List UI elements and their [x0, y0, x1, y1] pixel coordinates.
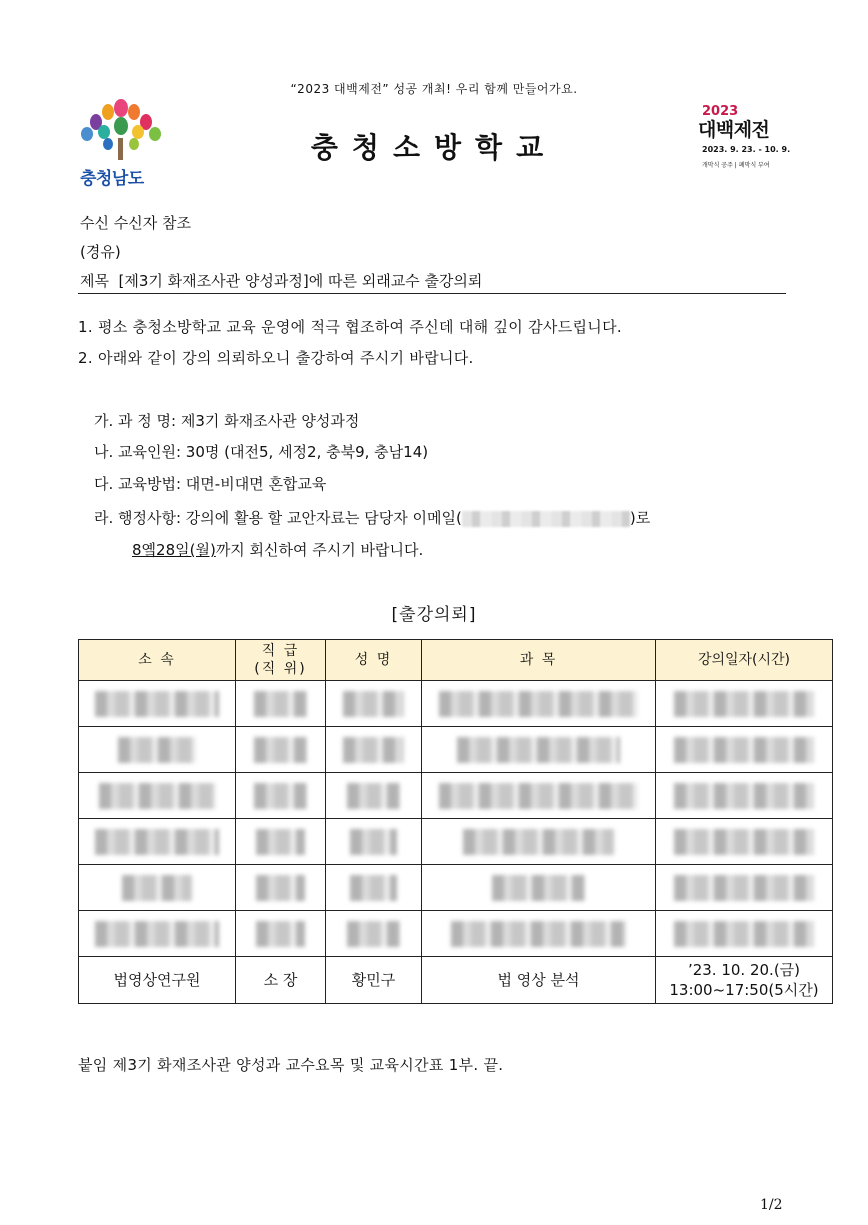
table-header-row	[79, 640, 833, 681]
item-admin-notes	[94, 507, 650, 528]
festival-slogan: “2023 대백제전” 성공 개최! 우리 함께 만들어가요.	[290, 82, 578, 96]
organization-title: 충청소방학교	[310, 131, 558, 164]
cell-subject: 법 영상 분석	[422, 957, 656, 1004]
deadline-date: 8옠28일(월)	[132, 541, 216, 559]
table-row-redacted	[79, 819, 833, 865]
table-row-redacted	[79, 681, 833, 727]
subject-label: 제목	[80, 272, 109, 290]
recipient-line: 수신 수신자 참조	[80, 214, 191, 232]
table-row-redacted	[79, 911, 833, 957]
table-row-redacted	[79, 773, 833, 819]
via-line: (경유)	[80, 243, 121, 261]
cell-lecture-date	[656, 957, 833, 1004]
item-method: 다. 교육방법: 대면-비대면 혼합교육	[94, 475, 327, 493]
paragraph-2: 2. 아래와 같이 강의 의뢰하오니 출강하여 주시기 바랍니다.	[78, 349, 474, 367]
item-course-name: 가. 과 정 명: 제3기 화재조사관 양성과정	[94, 412, 360, 430]
header-divider	[78, 293, 786, 294]
baekje-festival-logo	[698, 104, 798, 180]
cell-rank: 소 장	[236, 957, 326, 1004]
header-lecture-date: 강의일자(시간)	[656, 640, 833, 681]
item-deadline-line	[132, 539, 423, 560]
table-row-redacted	[79, 865, 833, 911]
paragraph-1: 1. 평소 충청소방학교 교육 운영에 적극 협조하여 주신데 대해 깊이 감사드립니다.	[78, 318, 622, 336]
item-trainee-count: 나. 교육인원: 30명 (대전5, 세정2, 충북9, 충남14)	[94, 443, 429, 461]
cell-name: 황민구	[326, 957, 422, 1004]
festival-logo-name: 대백제전	[698, 119, 770, 141]
subject-text: [제3기 화재조사관 양성과정]에 따른 외래교수 출강의뢰	[118, 272, 483, 290]
table-row-forensic-video	[79, 957, 833, 1004]
header-affiliation: 소 속	[79, 640, 236, 681]
lecture-request-table	[78, 639, 833, 1004]
redacted-email	[462, 511, 630, 527]
admin-notes-suffix: )로	[629, 509, 651, 527]
lecture-date: ’23. 10. 20.(금)	[687, 961, 801, 979]
header-name: 성 명	[326, 640, 422, 681]
page-number: 1/2	[760, 1197, 783, 1213]
subject-line	[80, 270, 482, 291]
attachment-line: 붙임 제3기 화재조사관 양성과 교수요목 및 교육시간표 1부. 끝.	[78, 1056, 504, 1074]
cell-affiliation: 법영상연구원	[79, 957, 236, 1004]
festival-logo-year: 2023	[702, 104, 739, 119]
deadline-text: 까지 회신하여 주시기 바랍니다.	[215, 541, 424, 559]
lecture-time: 13:00~17:50(5시간)	[669, 981, 819, 999]
festival-logo-dates: 2023. 9. 23. - 10. 9.	[702, 145, 791, 154]
table-row-redacted	[79, 727, 833, 773]
chungnam-logo-text: 충청남도	[80, 169, 144, 189]
header-rank: 직 급 (직 위)	[236, 640, 326, 681]
festival-logo-places: 개막식 공주 | 폐막식 부여	[702, 162, 770, 169]
table-title: [출강의뢰]	[391, 605, 477, 625]
header-subject: 과 목	[422, 640, 656, 681]
admin-notes-prefix: 라. 행정사항: 강의에 활용 할 교안자료는 담당자 이메일(	[94, 509, 462, 527]
